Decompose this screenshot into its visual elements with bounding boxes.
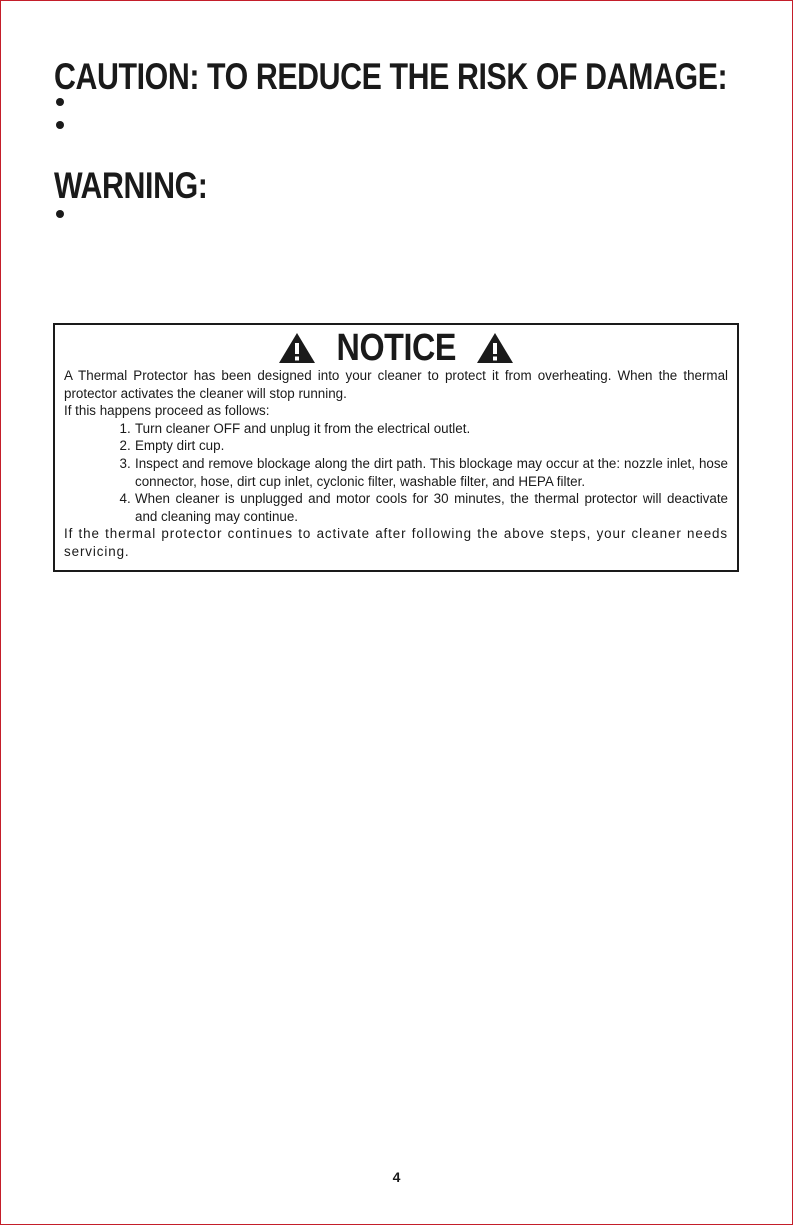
notice-title: NOTICE <box>336 327 456 369</box>
page-number: 4 <box>392 1169 401 1185</box>
step-item: 2 . Empty dirt cup. <box>64 437 728 455</box>
step-item: 1 . Turn cleaner OFF and unplug it from the electrical outlet. <box>64 420 728 438</box>
notice-steps <box>64 420 728 526</box>
notice-body <box>64 367 728 561</box>
step-number: 1 <box>119 420 127 436</box>
step-item: 4 . When cleaner is unplugged and motor cools for 30 minutes, the thermal protector will deactivate and cleaning may continue. <box>64 490 728 525</box>
step-text: Empty dirt cup. <box>135 438 225 454</box>
caution-bullet <box>56 98 64 106</box>
caution-bullet <box>56 121 64 129</box>
caution-heading: CAUTION: TO REDUCE THE RISK OF DAMAGE: <box>54 56 728 97</box>
notice-title-row <box>55 329 737 367</box>
step-text: When cleaner is unplugged and motor cools for 30 minutes, the thermal protector will deactivate and cleaning may continue. <box>135 491 728 524</box>
warning-heading: WARNING: <box>54 165 208 206</box>
warning-triangle-icon <box>476 332 514 364</box>
step-number: 2 <box>119 438 127 454</box>
notice-lead: If this happens proceed as follows: <box>64 403 270 419</box>
step-number: 4 <box>119 491 127 507</box>
step-number: 3 <box>119 455 127 471</box>
step-text: Inspect and remove blockage along the dirt path. This blockage may occur at the: nozzle inlet, hose connector, hose, dirt cup inlet, cyclonic filter, washable filter, and HEPA filter. <box>135 455 728 489</box>
step-text: Turn cleaner OFF and unplug it from the electrical outlet. <box>135 420 471 436</box>
step-item: 3 . Inspect and remove blockage along the dirt path. This blockage may occur at the: nozzle inlet, hose connector, hose, dirt cup inlet, cyclonic filter, washable filter, and HEPA filter. <box>64 455 728 490</box>
notice-closing: If the thermal protector continues to activate after following the above steps, your cleaner needs servicing. <box>64 526 728 559</box>
warning-triangle-icon <box>278 332 316 364</box>
notice-box <box>53 323 739 572</box>
notice-intro: A Thermal Protector has been designed into your cleaner to protect it from overheating. When the thermal protector activates the cleaner will stop running. <box>64 368 728 401</box>
warning-bullet <box>56 210 64 218</box>
